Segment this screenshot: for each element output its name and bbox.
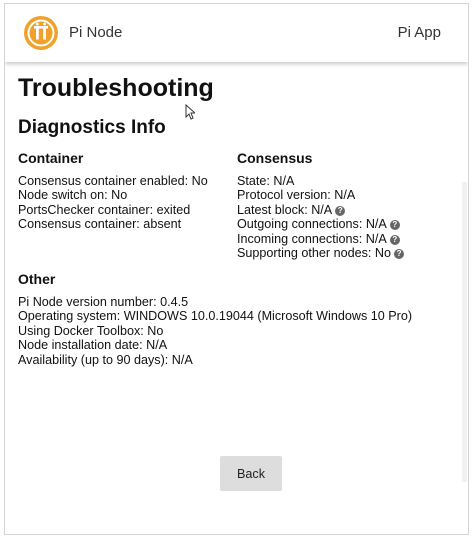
container-line: Consensus container enabled: No	[18, 174, 208, 188]
incoming-connections-line: Incoming connections: N/A	[237, 231, 387, 246]
outgoing-connections-row	[237, 217, 404, 231]
container-section	[18, 150, 208, 232]
section-title: Diagnostics Info	[18, 117, 166, 138]
help-question-icon[interactable]: ?	[335, 206, 345, 216]
container-heading: Container	[18, 150, 84, 166]
supporting-nodes-row	[237, 246, 404, 260]
container-line: Consensus container: absent	[18, 217, 182, 232]
consensus-heading: Consensus	[237, 150, 313, 166]
container-line: Node switch on: No	[18, 188, 128, 203]
other-heading: Other	[18, 271, 56, 287]
other-line: Node installation date: N/A	[18, 338, 168, 353]
latest-block-row	[237, 203, 404, 217]
supporting-nodes-line: Supporting other nodes: No	[237, 246, 392, 261]
top-bar	[5, 4, 468, 62]
other-line: Using Docker Toolbox: No	[18, 323, 164, 338]
other-line: Pi Node version number: 0.4.5	[18, 295, 189, 309]
incoming-connections-row	[237, 232, 404, 246]
mouse-cursor-icon	[185, 104, 195, 120]
state-line: State: N/A	[237, 174, 295, 188]
help-question-icon[interactable]: ?	[390, 220, 400, 230]
app-name: Pi Node	[69, 24, 123, 41]
consensus-section	[237, 150, 404, 260]
pi-logo-icon	[23, 15, 59, 51]
protocol-version-line: Protocol version: N/A	[237, 188, 356, 203]
other-line: Availability (up to 90 days): N/A	[18, 352, 193, 367]
container-line: PortsChecker container: exited	[18, 202, 191, 217]
scrollbar-thumb[interactable]	[462, 182, 467, 482]
scrollbar[interactable]	[460, 62, 468, 534]
outgoing-connections-line: Outgoing connections: N/A	[237, 217, 387, 232]
help-question-icon[interactable]: ?	[394, 249, 404, 259]
help-question-icon[interactable]: ?	[390, 235, 400, 245]
app-window	[4, 3, 469, 535]
other-section	[18, 271, 412, 367]
page-title: Troubleshooting	[18, 74, 214, 102]
pi-app-link[interactable]: Pi App	[397, 24, 441, 41]
other-line: Operating system: WINDOWS 10.0.19044 (Microsoft Windows 10 Pro)	[18, 309, 413, 324]
back-button[interactable]: Back	[220, 456, 282, 491]
latest-block-line: Latest block: N/A	[237, 202, 333, 217]
